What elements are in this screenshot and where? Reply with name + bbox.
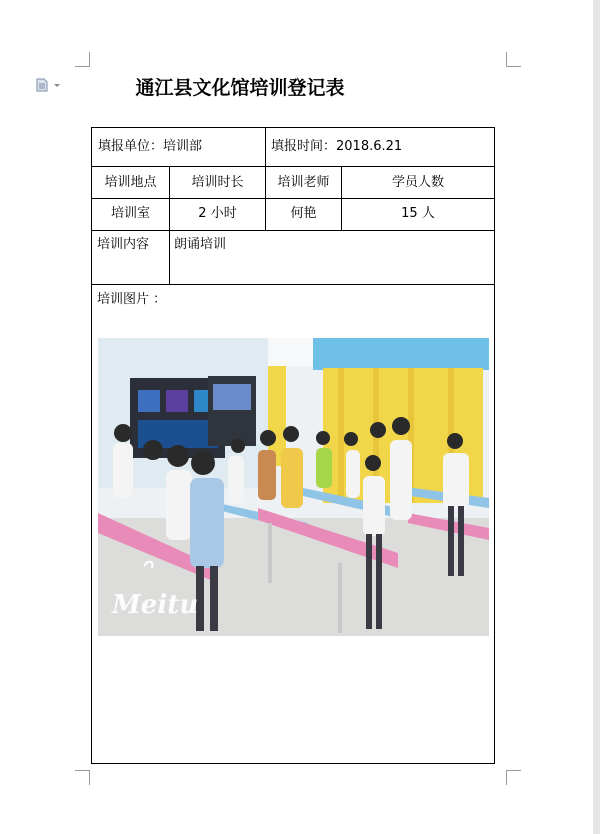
report-unit: 填报单位：培训部 bbox=[98, 139, 203, 154]
svg-text:Meitu: Meitu bbox=[112, 590, 199, 620]
registration-form bbox=[91, 127, 495, 764]
header-duration: 培训时长 bbox=[191, 175, 244, 190]
margin-mark bbox=[75, 52, 90, 67]
content-label: 培训内容 bbox=[97, 237, 150, 252]
margin-mark bbox=[506, 52, 521, 67]
value-teacher: 何艳 bbox=[290, 206, 317, 221]
value-location: 培训室 bbox=[110, 206, 150, 221]
header-students: 学员人数 bbox=[391, 175, 444, 190]
content-value: 朗诵培训 bbox=[174, 237, 227, 252]
photo-label: 培训图片 ： bbox=[97, 292, 167, 307]
margin-mark bbox=[506, 770, 521, 785]
document-paste-icon[interactable] bbox=[36, 77, 64, 91]
header-location: 培训地点 bbox=[104, 175, 157, 190]
header-teacher: 培训老师 bbox=[277, 175, 330, 190]
value-duration: 2 小时 bbox=[198, 206, 237, 221]
margin-mark bbox=[75, 770, 90, 785]
value-students: 15 人 bbox=[401, 206, 435, 221]
report-time: 填报时间：2018.6.21 bbox=[271, 139, 403, 154]
classroom-photo bbox=[98, 338, 489, 636]
document-title: 通江县文化馆培训登记表 bbox=[135, 77, 345, 99]
page-edge bbox=[593, 0, 600, 834]
